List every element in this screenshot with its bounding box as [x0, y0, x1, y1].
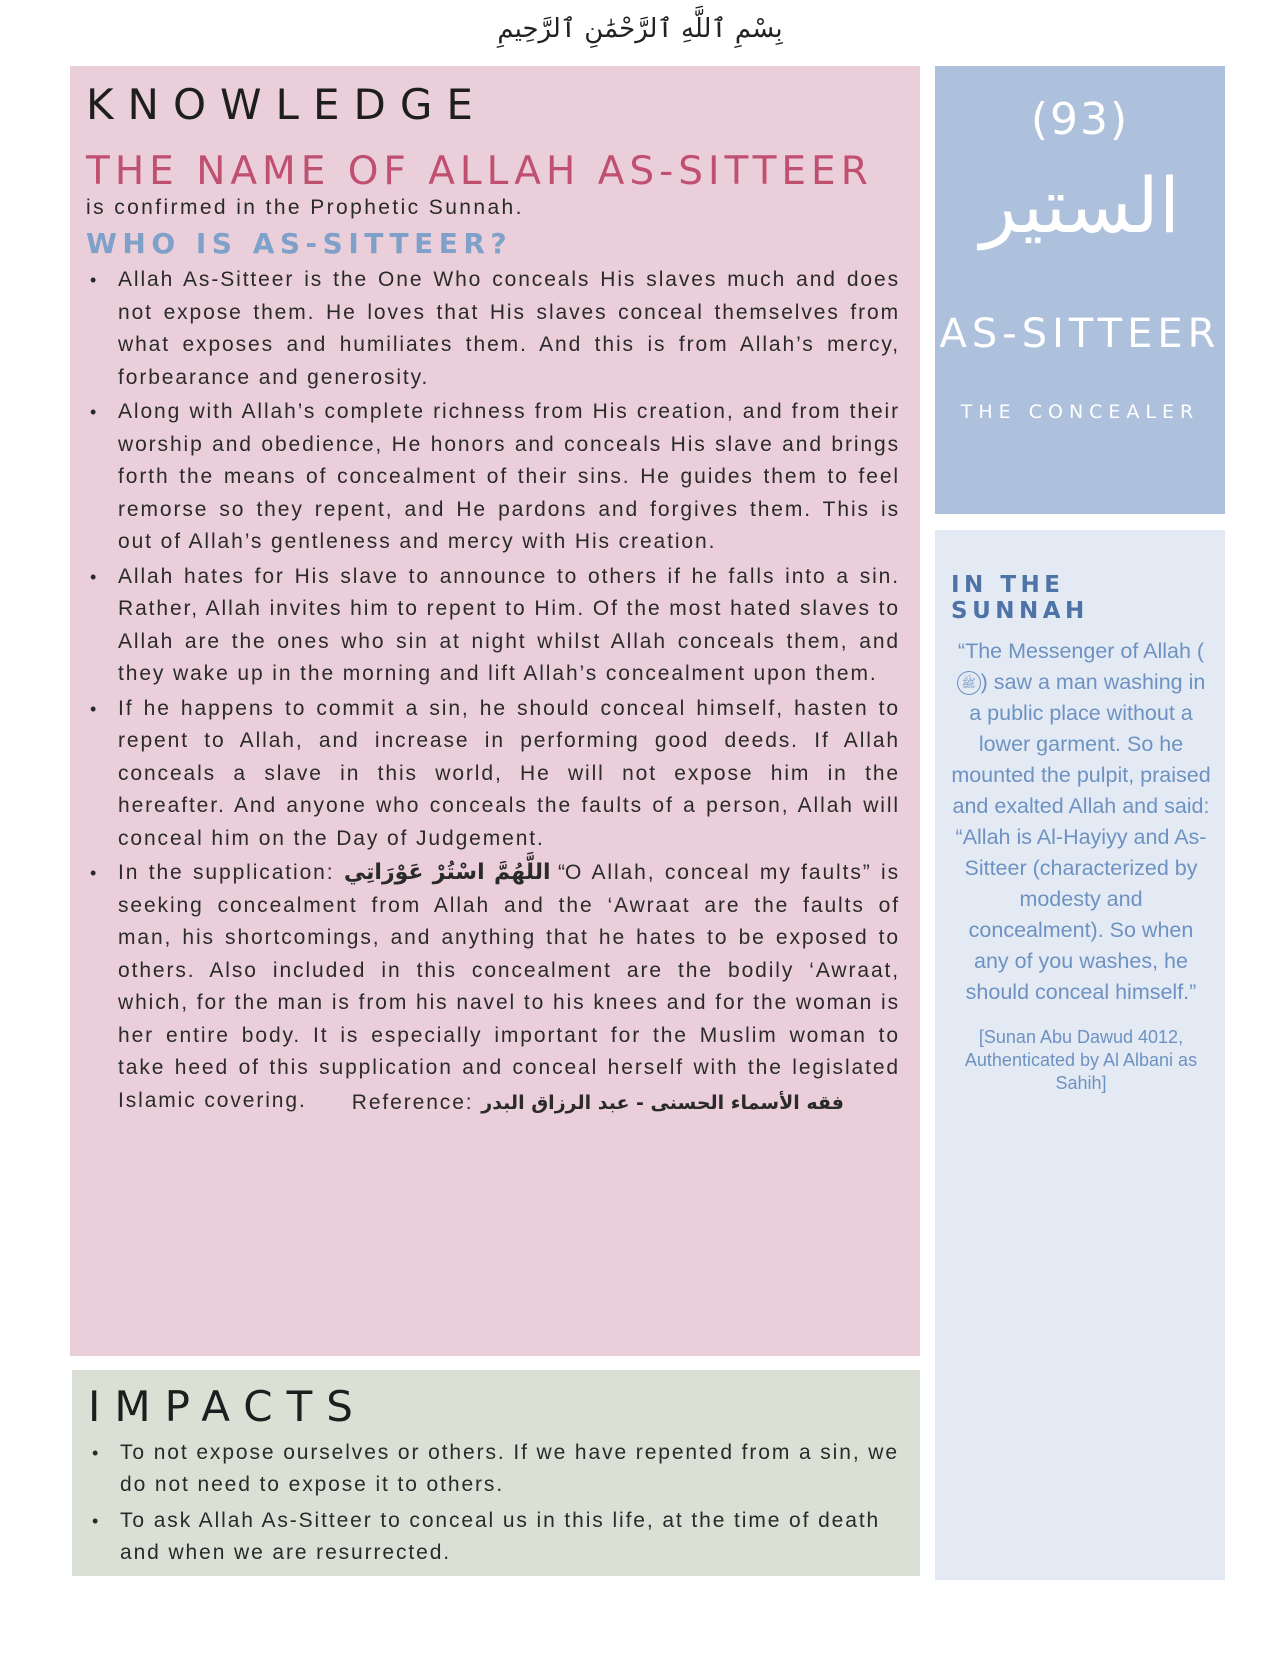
name-arabic: الستير	[980, 161, 1180, 250]
hadith-text: “The Messenger of Allah (ﷺ ) saw a man washing in a public place without a lower garment. So he mounted the pulpit, praised and exalted Allah and said: “Allah is Al-Hayiyy and As-Sitteer (characterized by modesty and concealment). So when any of you washes, he should conceal himself.”	[951, 639, 1211, 1004]
name-latin: AS-SITTEER	[939, 311, 1221, 357]
name-card	[935, 66, 1225, 514]
list-item: • Allah hates for His slave to announce to others if he falls into a sin. Rather, Allah invites him to repent to Him. Of the most hated slaves to Allah are the ones who sin at night whilst Allah conceals them, and they wake up in the morning and lift Allah’s concealment upon them.	[86, 561, 900, 691]
bullet-icon: •	[90, 566, 99, 587]
impacts-heading: IMPACTS	[88, 1382, 367, 1431]
bullet-icon: •	[92, 1511, 101, 1531]
supplication-item	[86, 857, 900, 1117]
reference-label: Reference:	[351, 1091, 474, 1114]
list-item: • To not expose ourselves or others. If we have repented from a sin, we do not need to expose it to others.	[88, 1437, 900, 1501]
supplication-text: “O Allah, conceal my faults” is seeking concealment from Allah and the ‘Awraat are the faults of man, his shortcomings, and anything that he hates to be exposed to others. Also included in this concealment are the bodily ‘Awraat, which, for the man is from his navel to his knees and for the woman is her entire body. It is especially important for the Muslim woman to take heed of this supplication and conceal herself with the legislated Islamic covering.	[118, 861, 900, 1112]
list-item: • If he happens to commit a sin, he should conceal himself, hasten to repent to Allah, and increase in performing good deeds. If Allah conceals a slave in this world, He will not expose him in the hereafter. And anyone who conceals the faults of a person, Allah will conceal him on the Day of Judgement.	[86, 693, 900, 856]
bullet-icon: •	[92, 1443, 101, 1463]
impacts-panel	[72, 1370, 920, 1576]
knowledge-list	[86, 264, 900, 1117]
reference-arabic: فقه الأسماء الحسنى - عبد الرزاق البدر	[481, 1092, 844, 1114]
knowledge-panel	[70, 66, 920, 1356]
list-item: • To ask Allah As-Sitteer to conceal us in this life, at the time of death and when we are resurrected.	[88, 1505, 900, 1569]
supplication-arabic: اللَّهُمَّ اسْتُرْ عَوْرَاتِي	[343, 860, 551, 885]
impacts-list	[88, 1437, 900, 1569]
name-suffix: is confirmed in the Prophetic Sunnah.	[86, 196, 524, 219]
sunnah-heading: IN THE SUNNAH	[951, 572, 1089, 624]
hadith-citation: [Sunan Abu Dawud 4012, Authenticated by Al Albani as Sahih]	[964, 1027, 1198, 1093]
bullet-icon: •	[90, 270, 99, 290]
name-title: THE NAME OF ALLAH AS-SITTEER	[86, 149, 873, 194]
name-number: (93)	[1030, 94, 1130, 145]
who-is-heading: WHO IS AS-SITTEER?	[86, 227, 513, 260]
name-meaning: THE CONCEALER	[960, 401, 1200, 423]
list-item: • Allah As-Sitteer is the One Who conceals His slaves much and does not expose them. He loves that His slaves conceal themselves from what exposes and humiliates them. And this is from Allah’s mercy, forbearance and generosity.	[86, 264, 900, 394]
bismillah-header: بِسْمِ ٱللَّهِ ٱلرَّحْمَٰنِ ٱلرَّحِيمِ	[497, 14, 783, 44]
bullet-icon: •	[90, 698, 99, 719]
supplication-intro: In the supplication:	[118, 861, 335, 884]
knowledge-heading: KNOWLEDGE	[86, 80, 487, 129]
name-statement	[86, 149, 900, 223]
bullet-icon: •	[90, 402, 99, 422]
list-item: • Along with Allah’s complete richness from His creation, and from their worship and obedience, He honors and conceals His slave and brings forth the means of concealment of their sins. He guides them to feel remorse so they repent, and He pardons and forgives them. This is out of Allah’s gentleness and mercy with His creation.	[86, 396, 900, 559]
salawat-icon: ﷺ	[957, 671, 981, 695]
bullet-icon: •	[90, 863, 99, 883]
sunnah-panel	[935, 530, 1225, 1580]
